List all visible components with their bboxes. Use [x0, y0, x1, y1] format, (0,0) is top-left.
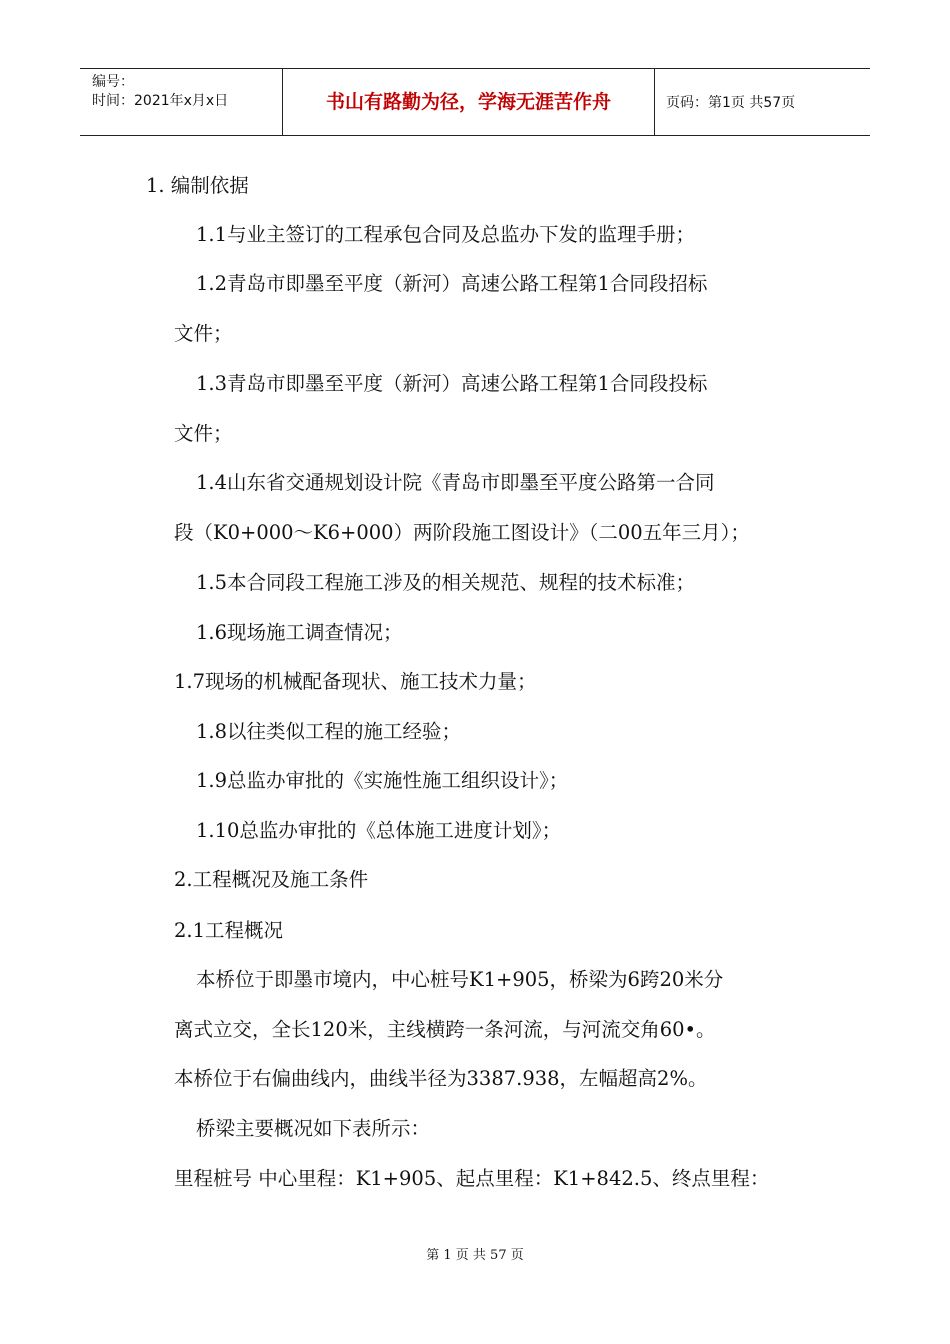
- paragraph-line: 本桥位于右偏曲线内，曲线半径为3387.938，左幅超高2%。: [174, 1067, 708, 1090]
- paragraph-line: 1.10总监办审批的《总体施工进度计划》；: [196, 819, 562, 842]
- paragraph-line: 离式立交，全长120米，主线横跨一条河流，与河流交角60•。: [174, 1018, 716, 1041]
- header-meta: [80, 69, 282, 135]
- subsection-heading: 2.1工程概况: [174, 919, 284, 942]
- document-time-label: 时间：2021年x月x日: [92, 93, 229, 109]
- paragraph-line: 1.9总监办审批的《实施性施工组织设计》；: [196, 769, 569, 792]
- header-divider: [654, 69, 655, 135]
- section-heading: 1. 编制依据: [146, 174, 249, 197]
- paragraph-line: 1.7现场的机械配备现状、施工技术力量；: [174, 670, 537, 693]
- document-header: [80, 68, 870, 136]
- header-motto: 书山有路勤为径，学海无涯苦作舟: [325, 91, 611, 113]
- header-page-info: 页码：第1页 共57页: [666, 95, 796, 111]
- paragraph-line: 文件；: [174, 322, 233, 345]
- paragraph-line: 1.8以往类似工程的施工经验；: [196, 720, 462, 743]
- paragraph-line: 1.4山东省交通规划设计院《青岛市即墨至平度公路第一合同: [196, 471, 715, 494]
- section-heading: 2.工程概况及施工条件: [174, 868, 369, 891]
- paragraph-line: 1.6现场施工调查情况；: [196, 621, 403, 644]
- paragraph-line: 1.2青岛市即墨至平度（新河）高速公路工程第1合同段招标: [196, 272, 708, 295]
- paragraph-line: 里程桩号 中心里程：K1+905、起点里程：K1+842.5、终点里程：: [174, 1167, 770, 1190]
- paragraph-line: 1.5本合同段工程施工涉及的相关规范、规程的技术标准；: [196, 571, 696, 594]
- paragraph-line: 1.1与业主签订的工程承包合同及总监办下发的监理手册；: [196, 223, 696, 246]
- paragraph-line: 本桥位于即墨市境内，中心桩号K1+905，桥梁为6跨20米分: [196, 968, 724, 991]
- document-number-label: 编号：: [92, 74, 134, 90]
- page-footer: 第 1 页 共 57 页: [426, 1248, 524, 1263]
- paragraph-line: 文件；: [174, 422, 233, 445]
- paragraph-line: 段（K0+000～K6+000）两阶段施工图设计》（二00五年三月）；: [174, 521, 750, 544]
- paragraph-line: 桥梁主要概况如下表所示：: [196, 1117, 431, 1140]
- paragraph-line: 1.3青岛市即墨至平度（新河）高速公路工程第1合同段投标: [196, 372, 708, 395]
